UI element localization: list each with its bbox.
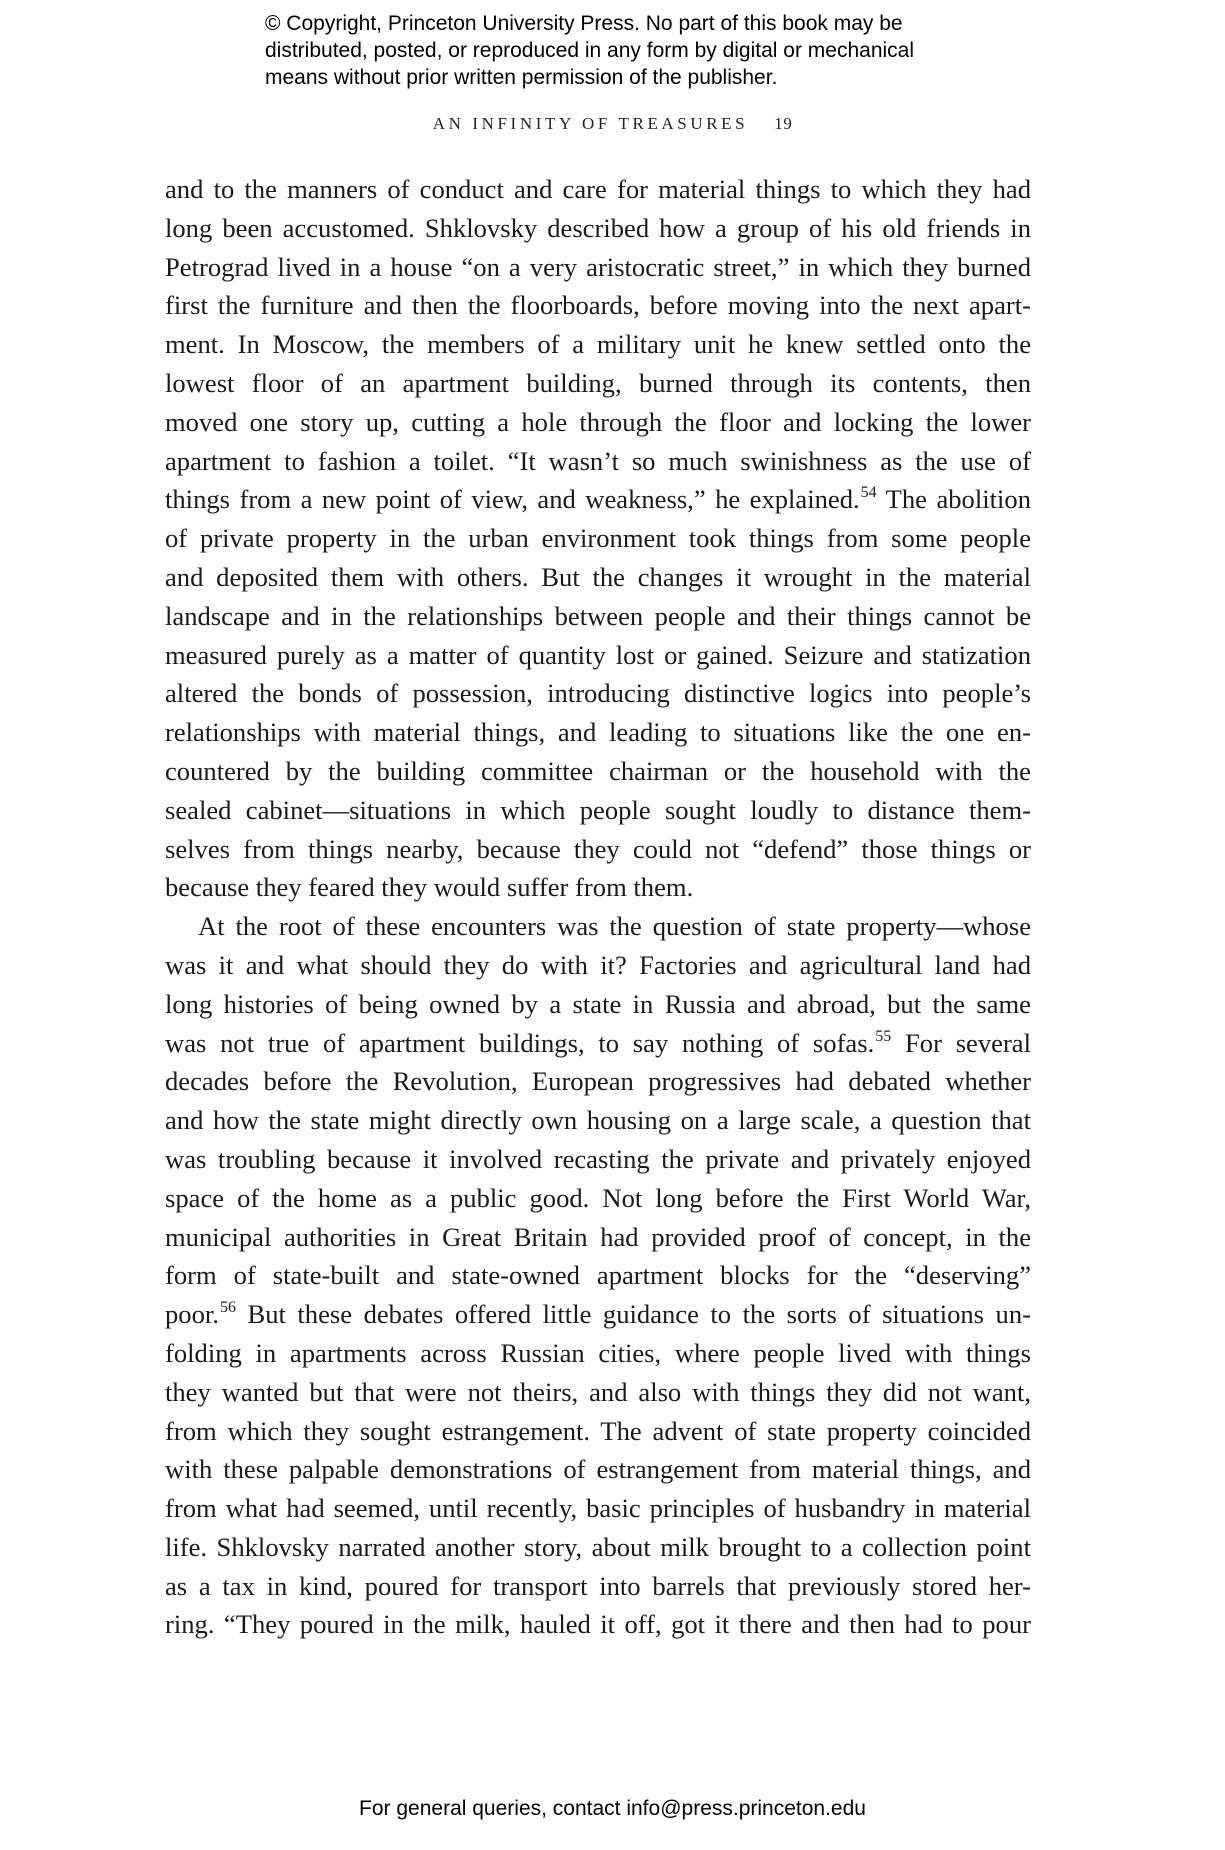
text-line-content: and to the manners of conduct and care for material things to which they had xyxy=(165,174,1031,204)
text-line xyxy=(165,1567,1031,1606)
text-line-content: and how the state might directly own housing on a large scale, a question that xyxy=(165,1105,1031,1136)
text-line xyxy=(165,752,1031,791)
text-line-content: poor. xyxy=(165,1299,219,1330)
text-line-continuation: The abolition xyxy=(876,484,1031,515)
text-line-content: countered by the building committee chairman or the household with the xyxy=(165,755,1031,786)
text-line-content: sealed cabinet—situations in which people sought loudly to distance them- xyxy=(165,794,1031,825)
text-line xyxy=(165,325,1031,364)
text-line xyxy=(165,1101,1031,1140)
text-line xyxy=(165,1334,1031,1373)
text-line-content: space of the home as a public good. Not long before the First World War, xyxy=(165,1182,1031,1213)
text-line xyxy=(165,209,1031,248)
body-text xyxy=(165,170,1031,1644)
text-line-content: life. Shklovsky narrated another story, about milk brought to a collection point xyxy=(165,1531,1031,1562)
text-line xyxy=(165,674,1031,713)
text-line-content: selves from things nearby, because they could not “defend” those things or xyxy=(165,833,1031,864)
text-line xyxy=(165,1140,1031,1179)
text-line-content: form of state-built and state-owned apartment blocks for the “deserving” xyxy=(165,1260,1031,1291)
text-line xyxy=(165,1062,1031,1101)
text-line-content: was not true of apartment buildings, to say nothing of sofas. xyxy=(165,1027,875,1058)
text-line-content: of private property in the urban environment took things from some people xyxy=(165,523,1031,554)
text-line-content: altered the bonds of possession, introducing distinctive logics into people’s xyxy=(165,678,1031,709)
text-line-content: apartment to fashion a toilet. “It wasn’t so much swinishness as the use of xyxy=(165,445,1031,476)
text-line-content: relationships with material things, and leading to situations like the one en- xyxy=(165,717,1031,748)
text-line-content: they wanted but that were not theirs, and also with things they did not want, xyxy=(165,1376,1031,1407)
text-line xyxy=(165,403,1031,442)
running-head xyxy=(0,114,1225,134)
text-line xyxy=(165,1024,1031,1063)
text-line-content: from which they sought estrangement. The advent of state property coincided xyxy=(165,1415,1031,1446)
text-line xyxy=(165,364,1031,403)
text-line-content: measured purely as a matter of quantity lost or gained. Seizure and statization xyxy=(165,639,1031,670)
text-line-content: as a tax in kind, poured for transport into barrels that previously stored her- xyxy=(165,1570,1031,1601)
text-line-content: municipal authorities in Great Britain had provided proof of concept, in the xyxy=(165,1221,1031,1252)
text-line-continuation: But these debates offered little guidance to the sorts of situations un- xyxy=(235,1299,1031,1330)
text-line-content: from what had seemed, until recently, basic principles of husbandry in material xyxy=(165,1493,1031,1524)
text-line xyxy=(165,907,1031,946)
text-line xyxy=(165,985,1031,1024)
text-line xyxy=(165,1295,1031,1334)
text-line xyxy=(165,442,1031,481)
text-line-content: At the root of these encounters was the question of state property—whose xyxy=(198,911,1031,942)
text-line xyxy=(165,1528,1031,1567)
text-line-content: first the furniture and then the floorboards, before moving into the next apart- xyxy=(165,290,1031,321)
text-line-content: with these palpable demonstrations of estrangement from material things, and xyxy=(165,1454,1031,1485)
copyright-line: distributed, posted, or reproduced in any form by digital or mechanical xyxy=(265,39,915,62)
footer-contact: For general queries, contact info@press.princeton.edu xyxy=(359,1797,866,1820)
running-head-title: AN INFINITY OF TREASURES xyxy=(432,114,749,133)
text-line xyxy=(165,1489,1031,1528)
text-line xyxy=(165,170,1031,209)
text-line xyxy=(165,286,1031,325)
text-line xyxy=(165,1256,1031,1295)
text-line xyxy=(165,480,1031,519)
page-number: 19 xyxy=(774,114,793,133)
text-line xyxy=(165,519,1031,558)
text-line xyxy=(165,248,1031,287)
text-line xyxy=(165,558,1031,597)
text-line xyxy=(165,1450,1031,1489)
text-line xyxy=(165,597,1031,636)
text-line xyxy=(165,1179,1031,1218)
text-line-content: and deposited them with others. But the changes it wrought in the material xyxy=(165,561,1031,592)
text-line-content: moved one story up, cutting a hole through the floor and locking the lower xyxy=(165,406,1031,437)
text-line-content: because they feared they would suffer from them. xyxy=(165,872,694,903)
text-line-content: long been accustomed. Shklovsky described how a group of his old friends in xyxy=(165,212,1031,243)
copyright-line: means without prior written permission of the publisher. xyxy=(265,66,778,89)
copyright-notice xyxy=(265,10,1025,91)
text-line-continuation: For several xyxy=(891,1027,1031,1058)
text-line-content: decades before the Revolution, European progressives had debated whether xyxy=(165,1066,1031,1097)
text-line-content: ment. In Moscow, the members of a military unit he knew settled onto the xyxy=(165,329,1031,360)
text-line-content: things from a new point of view, and weakness,” he explained. xyxy=(165,484,860,515)
text-line-content: landscape and in the relationships between people and their things cannot be xyxy=(165,600,1031,631)
text-line xyxy=(165,1373,1031,1412)
text-line-content: was troubling because it involved recasting the private and privately enjoyed xyxy=(165,1143,1031,1174)
text-line-content: was it and what should they do with it? Factories and agricultural land had xyxy=(165,949,1031,980)
footnote-marker: 54 xyxy=(860,484,877,502)
footnote-marker: 55 xyxy=(875,1027,892,1045)
text-line xyxy=(165,1218,1031,1257)
text-line xyxy=(165,713,1031,752)
text-line xyxy=(165,636,1031,675)
text-line xyxy=(165,830,1031,869)
text-line xyxy=(165,1605,1031,1644)
text-line xyxy=(165,868,1031,907)
text-line xyxy=(165,791,1031,830)
text-line xyxy=(165,1412,1031,1451)
text-line-content: folding in apartments across Russian cities, where people lived with things xyxy=(165,1337,1031,1368)
text-line-content: ring. “They poured in the milk, hauled it off, got it there and then had to pour xyxy=(165,1609,1031,1640)
copyright-line: © Copyright, Princeton University Press. No part of this book may be xyxy=(265,12,903,35)
text-line-content: long histories of being owned by a state in Russia and abroad, but the same xyxy=(165,988,1031,1019)
footnote-marker: 56 xyxy=(219,1299,236,1317)
text-line-content: Petrograd lived in a house “on a very aristocratic street,” in which they burned xyxy=(165,251,1031,282)
text-line xyxy=(165,946,1031,985)
text-line-content: lowest floor of an apartment building, burned through its contents, then xyxy=(165,367,1031,398)
